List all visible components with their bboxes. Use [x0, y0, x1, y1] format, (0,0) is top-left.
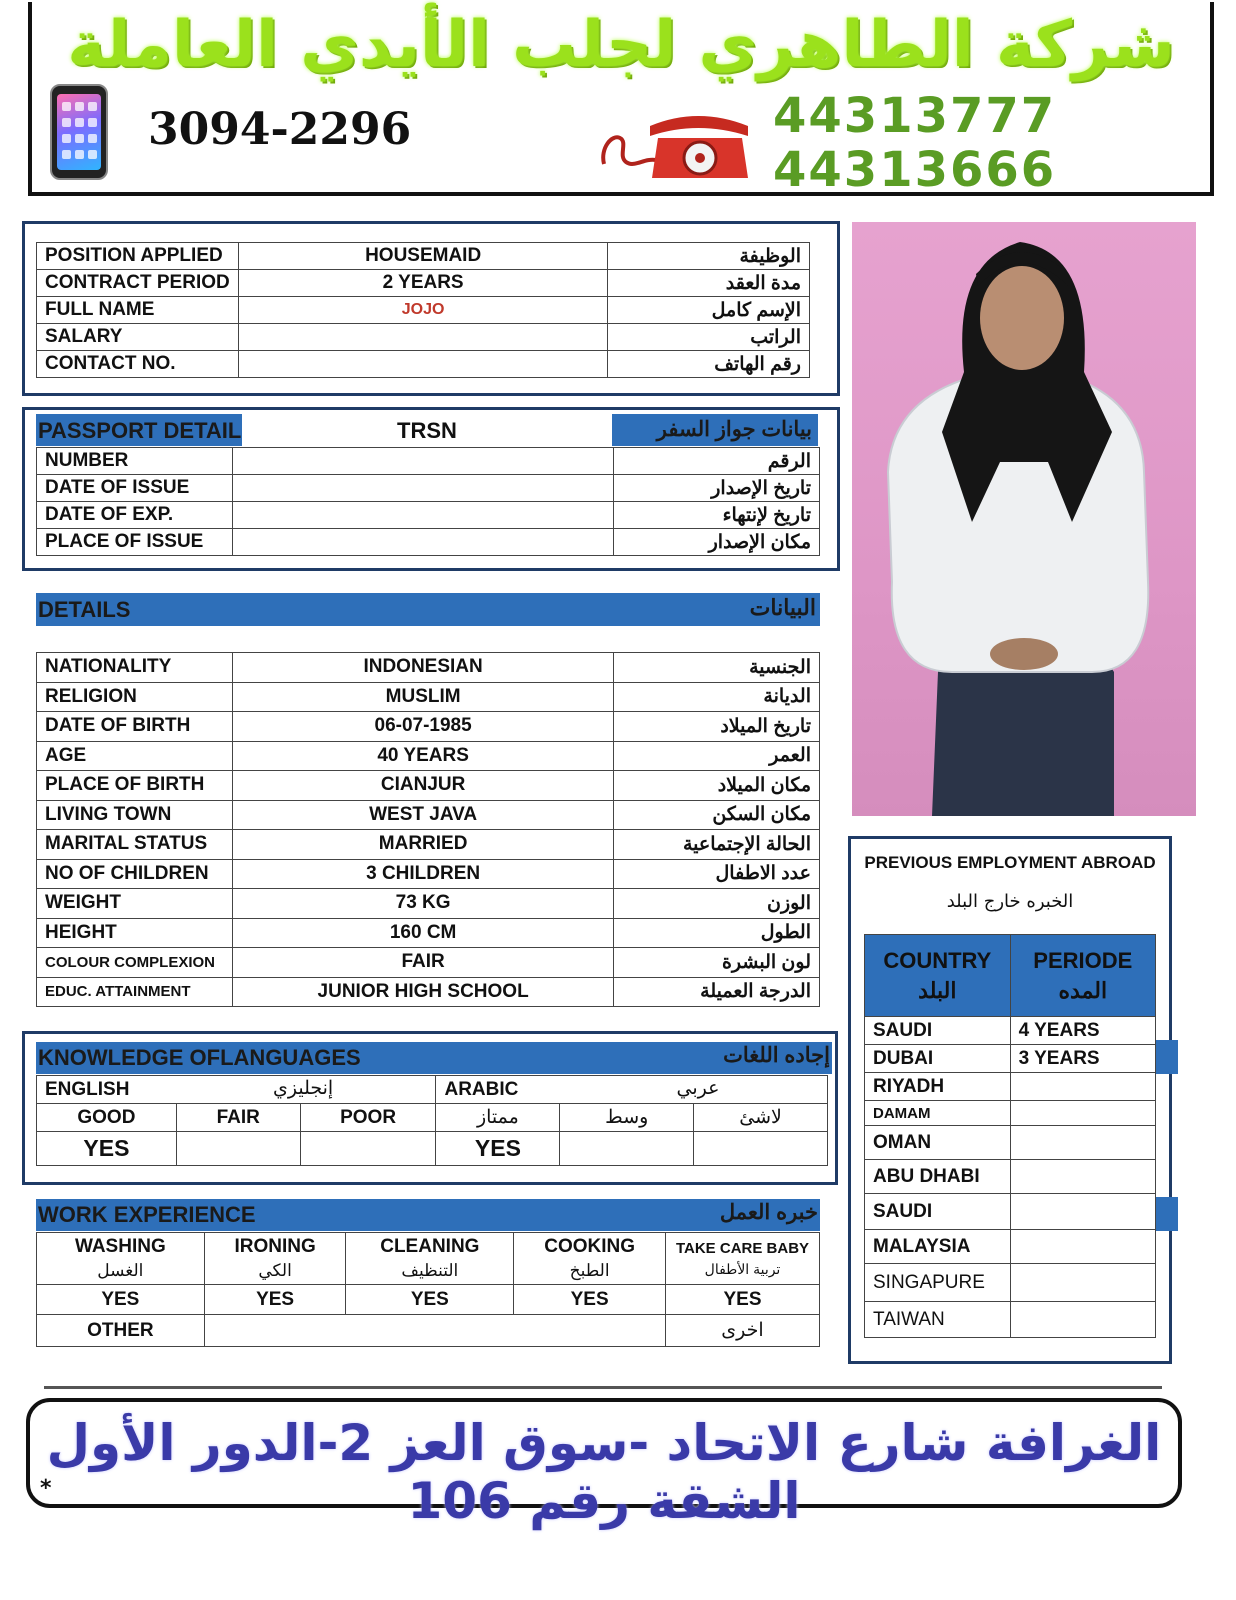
- table-row: [37, 475, 820, 502]
- company-name: شركة الطاهري لجلب الأيدي العاملة: [67, 8, 1175, 82]
- table-row: [37, 1233, 820, 1285]
- languages-table: [36, 1075, 828, 1166]
- table-row: [37, 502, 820, 529]
- table-row: [865, 1101, 1156, 1126]
- country-cell: SAUDI: [865, 1017, 1011, 1045]
- row-label-ar: الحالة الإجتماعية: [614, 830, 820, 860]
- row-value: INDONESIAN: [232, 653, 613, 683]
- row-label-ar: تاريخ الإصدار: [614, 475, 820, 502]
- work-table: [36, 1232, 820, 1347]
- details-header: [36, 593, 820, 626]
- row-label: POSITION APPLIED: [37, 243, 239, 270]
- details-table: [36, 652, 820, 1007]
- row-label: DATE OF BIRTH: [37, 712, 233, 742]
- row-label: SALARY: [37, 324, 239, 351]
- row-label-ar: الراتب: [608, 324, 810, 351]
- details-title-ar: البيانات: [749, 595, 816, 620]
- passport-code: TRSN: [397, 418, 457, 443]
- arabic-label-ar: عربي: [676, 1078, 720, 1099]
- table-row: [37, 830, 820, 860]
- full-name-value: JOJO: [238, 297, 607, 324]
- level-good-ar: ممتاز: [436, 1104, 560, 1132]
- skill-label: TAKE CARE BABY: [675, 1239, 810, 1257]
- skill-label-ar: تربية الأطفال: [704, 1260, 781, 1277]
- table-row: [865, 1160, 1156, 1194]
- country-cell: TAIWAN: [865, 1302, 1011, 1338]
- work-header: [36, 1199, 820, 1231]
- row-value: 160 CM: [232, 918, 613, 948]
- row-label: NATIONALITY: [37, 653, 233, 683]
- telephone-icon: [598, 98, 758, 184]
- footer-divider: [44, 1386, 1162, 1389]
- level-fair: FAIR: [176, 1104, 300, 1132]
- english-good-mark: YES: [37, 1132, 177, 1166]
- period-cell: 3 YEARS: [1010, 1045, 1155, 1073]
- row-value: 3 CHILDREN: [232, 859, 613, 889]
- blue-bar-edge: [1156, 1197, 1178, 1231]
- row-label-ar: مكان الإصدار: [614, 529, 820, 556]
- table-row: [865, 1194, 1156, 1230]
- period-cell: [1010, 1264, 1155, 1302]
- table-row: [37, 1285, 820, 1315]
- row-label: HEIGHT: [37, 918, 233, 948]
- languages-title-ar: إجاده اللغات: [723, 1044, 830, 1067]
- row-label: FULL NAME: [37, 297, 239, 324]
- applicant-photo: [852, 222, 1196, 816]
- row-label: MARITAL STATUS: [37, 830, 233, 860]
- period-cell: [1010, 1160, 1155, 1194]
- other-value: [204, 1315, 665, 1347]
- table-row: [37, 297, 810, 324]
- table-row: [865, 1126, 1156, 1160]
- passport-table: [36, 447, 820, 556]
- expiry-date-value: [232, 502, 613, 529]
- skill-label-ar: التنظيف: [401, 1260, 459, 1280]
- salary-value: [238, 324, 607, 351]
- skill-cleaning: [346, 1233, 514, 1285]
- row-label-ar: الوظيفة: [608, 243, 810, 270]
- passport-number-value: [232, 448, 613, 475]
- mobile-number: 3094-2296: [148, 104, 412, 155]
- table-row: [37, 448, 820, 475]
- passport-title: PASSPORT DETAIL: [36, 414, 242, 446]
- row-label-ar: تاريخ الميلاد: [614, 712, 820, 742]
- table-row: [865, 1073, 1156, 1101]
- skill-label: WASHING: [74, 1235, 166, 1257]
- row-label-ar: العمر: [614, 741, 820, 771]
- skill-value: YES: [514, 1285, 666, 1315]
- country-cell: MALAYSIA: [865, 1230, 1011, 1264]
- table-row: [37, 351, 810, 378]
- row-label-ar: الرقم: [614, 448, 820, 475]
- other-label-ar: اخرى: [666, 1315, 820, 1347]
- country-cell: DUBAI: [865, 1045, 1011, 1073]
- row-label-ar: الديانة: [614, 682, 820, 712]
- period-cell: 4 YEARS: [1010, 1017, 1155, 1045]
- row-label-ar: عدد الاطفال: [614, 859, 820, 889]
- column-country-label: COUNTRY: [883, 947, 992, 973]
- row-label-ar: لون البشرة: [614, 948, 820, 978]
- position-value: HOUSEMAID: [238, 243, 607, 270]
- office-address: الغرافة شارع الاتحاد -سوق العز 2-الدور الأول الشقة رقم 106: [46, 1414, 1162, 1530]
- phone-number-primary: 44313777: [773, 88, 1057, 144]
- row-label: DATE OF EXP.: [37, 502, 233, 529]
- table-row: [37, 270, 810, 297]
- table-row: [37, 712, 820, 742]
- table-row: [865, 1302, 1156, 1338]
- arabic-cell: [436, 1076, 828, 1104]
- table-row: [37, 243, 810, 270]
- row-value: 73 KG: [232, 889, 613, 919]
- row-value: FAIR: [232, 948, 613, 978]
- row-value: CIANJUR: [232, 771, 613, 801]
- skill-ironing: [204, 1233, 346, 1285]
- table-row: [37, 771, 820, 801]
- column-period-label-ar: المده: [1058, 977, 1108, 1003]
- arabic-good-mark: YES: [436, 1132, 560, 1166]
- table-row: [865, 1230, 1156, 1264]
- english-cell: [37, 1076, 436, 1104]
- issue-date-value: [232, 475, 613, 502]
- row-value: WEST JAVA: [232, 800, 613, 830]
- table-row: [37, 682, 820, 712]
- period-cell: [1010, 1073, 1155, 1101]
- skill-value: YES: [37, 1285, 205, 1315]
- row-label: RELIGION: [37, 682, 233, 712]
- row-label: CONTRACT PERIOD: [37, 270, 239, 297]
- column-country-label-ar: البلد: [918, 977, 957, 1003]
- table-row: [865, 1264, 1156, 1302]
- skill-label-ar: الطبخ: [569, 1260, 610, 1280]
- row-label-ar: رقم الهاتف: [608, 351, 810, 378]
- row-label-ar: مكان الميلاد: [614, 771, 820, 801]
- arabic-poor-mark: [694, 1132, 828, 1166]
- table-row: [37, 889, 820, 919]
- contract-value: 2 YEARS: [238, 270, 607, 297]
- row-label: PLACE OF ISSUE: [37, 529, 233, 556]
- skill-label-ar: الغسل: [97, 1260, 144, 1280]
- table-header-row: [865, 935, 1156, 1017]
- skill-cooking: [514, 1233, 666, 1285]
- period-cell: [1010, 1126, 1155, 1160]
- table-row: [865, 1045, 1156, 1073]
- previous-employment-title-ar: الخبره خارج البلد: [946, 891, 1074, 912]
- row-label: COLOUR COMPLEXION: [37, 948, 233, 978]
- languages-header: [36, 1042, 832, 1074]
- row-label: WEIGHT: [37, 889, 233, 919]
- period-cell: [1010, 1194, 1155, 1230]
- table-row: [37, 977, 820, 1007]
- period-cell: [1010, 1302, 1155, 1338]
- row-label: AGE: [37, 741, 233, 771]
- table-row: [37, 1104, 828, 1132]
- column-period-label: PERIODE: [1033, 947, 1133, 973]
- row-label: EDUC. ATTAINMENT: [37, 977, 233, 1007]
- row-label-ar: تاريخ لإنتهاء: [614, 502, 820, 529]
- arabic-fair-mark: [560, 1132, 694, 1166]
- country-cell: ABU DHABI: [865, 1160, 1011, 1194]
- column-period: [1010, 935, 1155, 1017]
- country-cell: OMAN: [865, 1126, 1011, 1160]
- row-label: DATE OF ISSUE: [37, 475, 233, 502]
- skill-label: CLEANING: [380, 1235, 480, 1257]
- mobile-phone-icon: [50, 84, 108, 180]
- table-row: [37, 918, 820, 948]
- skill-value: YES: [204, 1285, 346, 1315]
- country-cell: DAMAM: [865, 1101, 1011, 1126]
- details-title: DETAILS: [38, 597, 131, 622]
- row-label: NUMBER: [37, 448, 233, 475]
- level-poor: POOR: [300, 1104, 436, 1132]
- english-label-ar: إنجليزي: [273, 1078, 334, 1099]
- skill-baby-care: [666, 1233, 820, 1285]
- level-good: GOOD: [37, 1104, 177, 1132]
- row-value: JUNIOR HIGH SCHOOL: [232, 977, 613, 1007]
- row-label: PLACE OF BIRTH: [37, 771, 233, 801]
- row-label-ar: الإسم كامل: [608, 297, 810, 324]
- previous-employment-title: PREVIOUS EMPLOYMENT ABROAD: [864, 853, 1156, 872]
- arabic-label: ARABIC: [444, 1078, 519, 1100]
- country-cell: SINGAPURE: [865, 1264, 1011, 1302]
- row-value: MUSLIM: [232, 682, 613, 712]
- issue-place-value: [232, 529, 613, 556]
- column-country: [865, 935, 1011, 1017]
- country-cell: SAUDI: [865, 1194, 1011, 1230]
- application-table: [36, 242, 810, 378]
- row-label-ar: مكان السكن: [614, 800, 820, 830]
- table-row: [37, 1315, 820, 1347]
- english-poor-mark: [300, 1132, 436, 1166]
- row-label: LIVING TOWN: [37, 800, 233, 830]
- row-value: 06-07-1985: [232, 712, 613, 742]
- skill-label: IRONING: [234, 1235, 316, 1257]
- english-fair-mark: [176, 1132, 300, 1166]
- table-row: [37, 741, 820, 771]
- table-row: [37, 948, 820, 978]
- passport-title-ar: بيانات جواز السفر: [612, 414, 818, 446]
- row-label: CONTACT NO.: [37, 351, 239, 378]
- work-title-ar: خبره العمل: [719, 1201, 818, 1224]
- period-cell: [1010, 1230, 1155, 1264]
- row-label-ar: الدرجة العميلة: [614, 977, 820, 1007]
- english-label: ENGLISH: [45, 1078, 130, 1100]
- row-value: MARRIED: [232, 830, 613, 860]
- skill-washing: [37, 1233, 205, 1285]
- phone-number-secondary: 44313666: [773, 142, 1057, 198]
- period-cell: [1010, 1101, 1155, 1126]
- skill-value: YES: [666, 1285, 820, 1315]
- table-row: [865, 1017, 1156, 1045]
- table-row: [37, 1076, 828, 1104]
- other-label: OTHER: [37, 1315, 205, 1347]
- table-row: [37, 529, 820, 556]
- skill-value: YES: [346, 1285, 514, 1315]
- table-row: [37, 653, 820, 683]
- table-row: [37, 800, 820, 830]
- level-poor-ar: لاشئ: [694, 1104, 828, 1132]
- row-label-ar: الطول: [614, 918, 820, 948]
- blue-bar-edge: [1156, 1040, 1178, 1074]
- work-title: WORK EXPERIENCE: [38, 1202, 256, 1227]
- contact-value: [238, 351, 607, 378]
- table-row: [37, 324, 810, 351]
- row-value: 40 YEARS: [232, 741, 613, 771]
- skill-label-ar: الكي: [258, 1260, 292, 1280]
- skill-label: COOKING: [544, 1235, 635, 1257]
- row-label: NO OF CHILDREN: [37, 859, 233, 889]
- previous-employment-table: [864, 934, 1156, 1338]
- table-row: [37, 1132, 828, 1166]
- footer-address-box: [26, 1398, 1182, 1530]
- languages-title: KNOWLEDGE OFLANGUAGES: [38, 1045, 361, 1070]
- row-label-ar: مدة العقد: [608, 270, 810, 297]
- country-cell: RIYADH: [865, 1073, 1011, 1101]
- row-label-ar: الوزن: [614, 889, 820, 919]
- footnote-asterisk: *: [40, 1476, 52, 1501]
- table-row: [37, 859, 820, 889]
- row-label-ar: الجنسية: [614, 653, 820, 683]
- level-fair-ar: وسط: [560, 1104, 694, 1132]
